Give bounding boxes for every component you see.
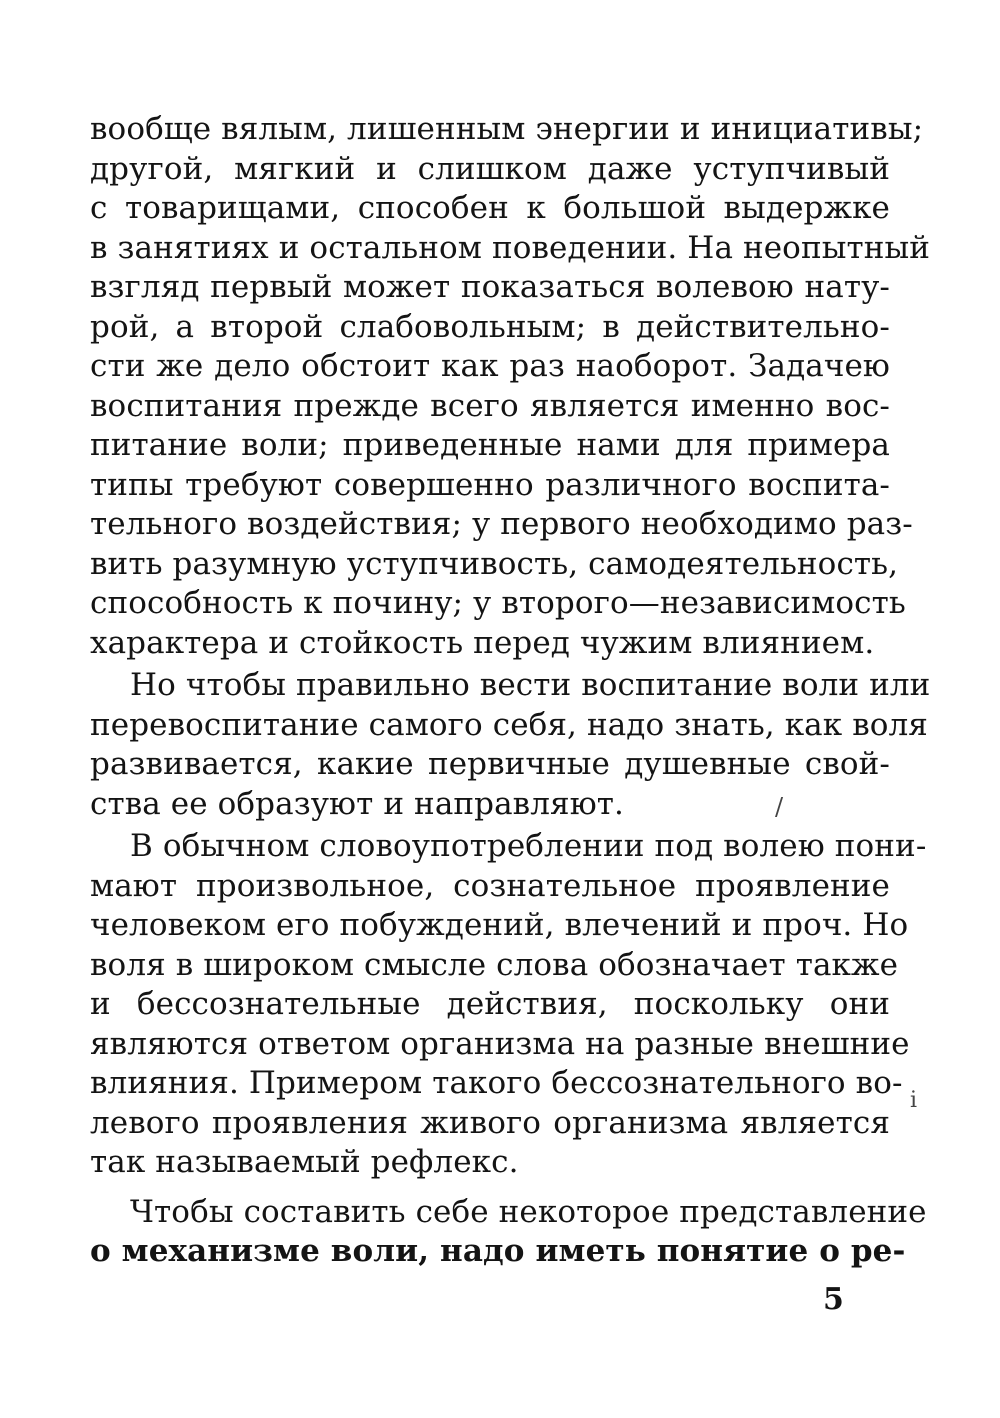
text-line: о механизме воли, надо иметь понятие о ре- (90, 1233, 906, 1269)
text-line: и бессознательные действия, поскольку они (90, 986, 890, 1022)
text-line: с товарищами, способен к большой выдержке (90, 190, 890, 226)
paragraph-4 (90, 1193, 927, 1272)
text-line: являются ответом организма на разные внешние (90, 1025, 910, 1062)
margin-mark: / (775, 793, 784, 821)
text-line: рой, а второй слабовольным; в действительно- (90, 308, 890, 345)
text-line: так называемый рефлекс. (90, 1144, 519, 1180)
text-line: воля в широком смысле слова обозначает также (90, 946, 899, 983)
text-line: типы требуют совершенно различного воспита- (90, 466, 890, 503)
text-line: вить разумную уступчивость, самодеятельность, (90, 545, 899, 582)
text-line: взгляд первый может показаться волевою нату- (90, 269, 890, 305)
text-line: сти же дело обстоит как раз наоборот. Задачею (90, 348, 890, 384)
text-line: Чтобы составить себе некоторое представление (130, 1193, 927, 1230)
text-line: ства ее образуют и направляют. (90, 785, 624, 822)
text-line: вообще вялым, лишенным энергии и инициативы; (90, 111, 924, 147)
paragraph-1 (90, 110, 931, 663)
text-line: В обычном словоупотреблении под волею пони- (130, 828, 927, 864)
text-line: в занятиях и остальном поведении. На неопытный (90, 229, 931, 266)
text-line: другой, мягкий и слишком даже уступчивый (90, 150, 890, 187)
text-line: характера и стойкость перед чужим влиянием. (90, 624, 875, 661)
text-line: мают произвольное, сознательное проявление (90, 867, 890, 904)
paragraph-2 (90, 666, 931, 824)
text-line: питание воли; приведенные нами для примера (90, 427, 890, 463)
body-text (90, 110, 931, 1272)
text-line: воспитания прежде всего является именно вос- (90, 387, 890, 424)
text-line: влияния. Примером такого бессознательного во- (90, 1065, 903, 1101)
text-line: способность к почину; у второго—независимость (90, 585, 906, 621)
text-line: перевоспитание самого себя, надо знать, как воля (90, 706, 928, 743)
text-line: левого проявления живого организма является (90, 1104, 890, 1141)
text-line: развивается, какие первичные душевные свой- (90, 746, 890, 782)
text-line: человеком его побуждений, влечений и проч. Но (90, 907, 909, 943)
text-line: тельного воздействия; у первого необходимо раз- (90, 506, 913, 542)
margin-mark: i (910, 1088, 918, 1113)
page-number: 5 (823, 1282, 844, 1317)
paragraph-3 (90, 827, 927, 1183)
text-line: Но чтобы правильно вести воспитание воли или (130, 667, 931, 703)
